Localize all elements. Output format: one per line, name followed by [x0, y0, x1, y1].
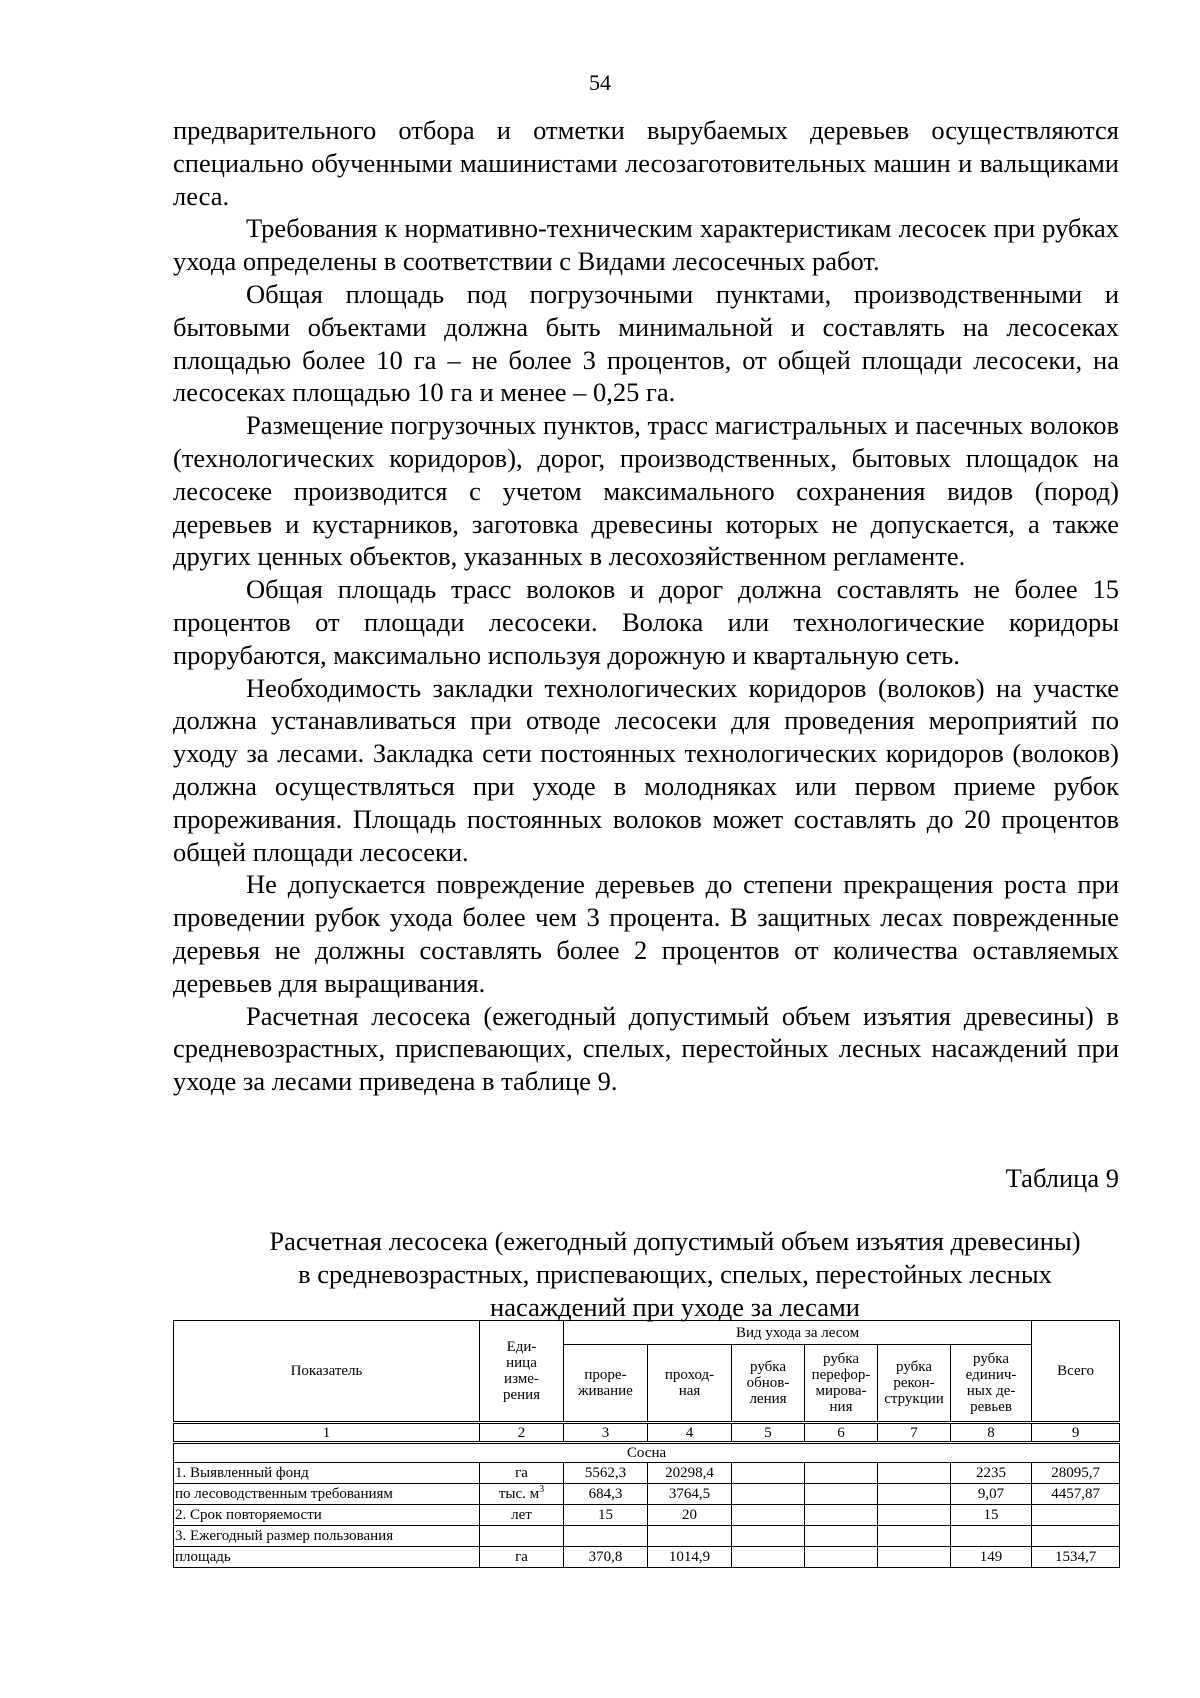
cell: 28095,7 — [1032, 1463, 1120, 1484]
table-title-line: в средневозрастных, приспевающих, спелых, перестойных лесных — [298, 1258, 1052, 1289]
unit-text: тыс. м — [498, 1486, 540, 1502]
header-sub: рубка единич- ных де- ревьев — [951, 1345, 1032, 1423]
table-title-line: насаждений при уходе за лесами — [490, 1291, 860, 1322]
cell: 9,07 — [951, 1484, 1032, 1505]
cell — [480, 1526, 564, 1547]
cell — [805, 1505, 878, 1526]
table-label: Таблица 9 — [1005, 1163, 1119, 1193]
cell: 3764,5 — [648, 1484, 732, 1505]
cell — [878, 1505, 951, 1526]
paragraph: предварительного отбора и отметки вырубаемых деревьев осуществляются специально обученными машинистами лесозаготовительных машин и вальщиками леса. — [173, 115, 1119, 211]
header-total: Всего — [1032, 1321, 1120, 1423]
cell: 3. Ежегодный размер пользования — [174, 1526, 480, 1547]
forest-cut-table — [173, 1320, 1120, 1568]
header-unit: Еди- ница изме- рения — [480, 1321, 564, 1423]
paragraph: Требования к нормативно-техническим характеристикам лесосек при рубках ухода определены в соответствии с Видами лесосечных работ. — [173, 213, 1119, 277]
paragraph: Общая площадь трасс волоков и дорог должна составлять не более 15 процентов от площади лесосеки. Волока или технологические коридоры прорубаются, максимально используя дорожную и квартальную сеть. — [173, 574, 1119, 670]
column-number: 2 — [480, 1423, 564, 1443]
table-row — [174, 1463, 1120, 1484]
header-indicator: Показатель — [174, 1321, 480, 1423]
cell: 15 — [951, 1505, 1032, 1526]
cell — [732, 1547, 805, 1568]
unit-superscript: 3 — [539, 1484, 545, 1495]
table-title-line: Расчетная лесосека (ежегодный допустимый объем изъятия древесины) — [269, 1226, 1081, 1256]
cell: 684,3 — [564, 1484, 648, 1505]
cell: площадь — [174, 1547, 480, 1568]
column-number: 6 — [805, 1423, 878, 1443]
cell: га — [480, 1547, 564, 1568]
column-number: 4 — [648, 1423, 732, 1443]
cell: 1534,7 — [1032, 1547, 1120, 1568]
page-number: 54 — [589, 70, 611, 95]
header-sub: рубка обнов- ления — [732, 1345, 805, 1423]
cell: 20 — [648, 1505, 732, 1526]
cell: 15 — [564, 1505, 648, 1526]
paragraph: Не допускается повреждение деревьев до степени прекращения роста при проведении рубок ухода более чем 3 процента. В защитных лесах поврежденные деревья не должны составлять более 2 процентов от количества оставляемых деревьев для выращивания. — [173, 869, 1119, 998]
paragraph: Необходимость закладки технологических коридоров (волоков) на участке должна устанавливаться при отводе лесосеки для проведения мероприятий по уходу за лесами. Закладка сети постоянных технологических коридоров (волоков) должна осуществляться при уходе в молодняках или первом приеме рубок прореживания. Площадь постоянных волоков может составлять до 20 процентов общей площади лесосеки. — [173, 672, 1119, 867]
cell — [1032, 1505, 1120, 1526]
cell: лет — [480, 1505, 564, 1526]
cell — [732, 1505, 805, 1526]
cell: 370,8 — [564, 1547, 648, 1568]
table-row — [174, 1505, 1120, 1526]
cell — [805, 1463, 878, 1484]
cell — [648, 1526, 732, 1547]
header-sub: рубка рекон- струкции — [878, 1345, 951, 1423]
cell: 2. Срок повторяемости — [174, 1505, 480, 1526]
cell — [805, 1526, 878, 1547]
header-sub: рубка перефор- мирова- ния — [805, 1345, 878, 1423]
column-number: 8 — [951, 1423, 1032, 1443]
cell: 2235 — [951, 1463, 1032, 1484]
table-row — [174, 1547, 1120, 1568]
header-sub: проре- живание — [564, 1345, 648, 1423]
cell — [951, 1526, 1032, 1547]
cell: 1. Выявленный фонд — [174, 1463, 480, 1484]
cell — [878, 1463, 951, 1484]
cell — [878, 1484, 951, 1505]
cell: 1014,9 — [648, 1547, 732, 1568]
cell: 4457,87 — [1032, 1484, 1120, 1505]
header-sub: проход- ная — [648, 1345, 732, 1423]
cell: 5562,3 — [564, 1463, 648, 1484]
cell — [805, 1484, 878, 1505]
section-header: Сосна — [174, 1443, 1120, 1463]
cell — [878, 1526, 951, 1547]
column-number: 3 — [564, 1423, 648, 1443]
cell — [732, 1526, 805, 1547]
cell — [732, 1463, 805, 1484]
cell — [732, 1484, 805, 1505]
paragraph: Расчетная лесосека (ежегодный допустимый объем изъятия древесины) в средневозрастных, приспевающих, спелых, перестойных лесных насаждений при уходе за лесами приведена в таблице 9. — [173, 1000, 1119, 1097]
table-row — [174, 1526, 1120, 1547]
column-number: 7 — [878, 1423, 951, 1443]
cell: по лесоводственным требованиям — [174, 1484, 480, 1505]
paragraph: Общая площадь под погрузочными пунктами, производственными и бытовыми объектами должна быть минимальной и составлять на лесосеках площадью более 10 га – не более 3 процентов, от общей площади лесосеки, на лесосеках площадью 10 га и менее – 0,25 га. — [173, 278, 1119, 408]
column-number: 5 — [732, 1423, 805, 1443]
cell: га — [480, 1463, 564, 1484]
cell — [805, 1547, 878, 1568]
cell — [480, 1484, 564, 1505]
cell — [564, 1526, 648, 1547]
cell — [1032, 1526, 1120, 1547]
column-number: 1 — [174, 1423, 480, 1443]
column-number: 9 — [1032, 1423, 1120, 1443]
cell — [878, 1547, 951, 1568]
cell: 149 — [951, 1547, 1032, 1568]
header-group: Вид ухода за лесом — [564, 1321, 1032, 1345]
paragraph: Размещение погрузочных пунктов, трасс магистральных и пасечных волоков (технологических коридоров), дорог, производственных, бытовых площадок на лесосеке производится с учетом максимального сохранения видов (пород) деревьев и кустарников, заготовка древесины которых не допускается, а также других ценных объектов, указанных в лесохозяйственном регламенте. — [173, 410, 1119, 572]
table-title — [230, 1225, 1120, 1323]
cell: 20298,4 — [648, 1463, 732, 1484]
table-row — [174, 1484, 1120, 1505]
body-text — [173, 114, 1119, 1098]
